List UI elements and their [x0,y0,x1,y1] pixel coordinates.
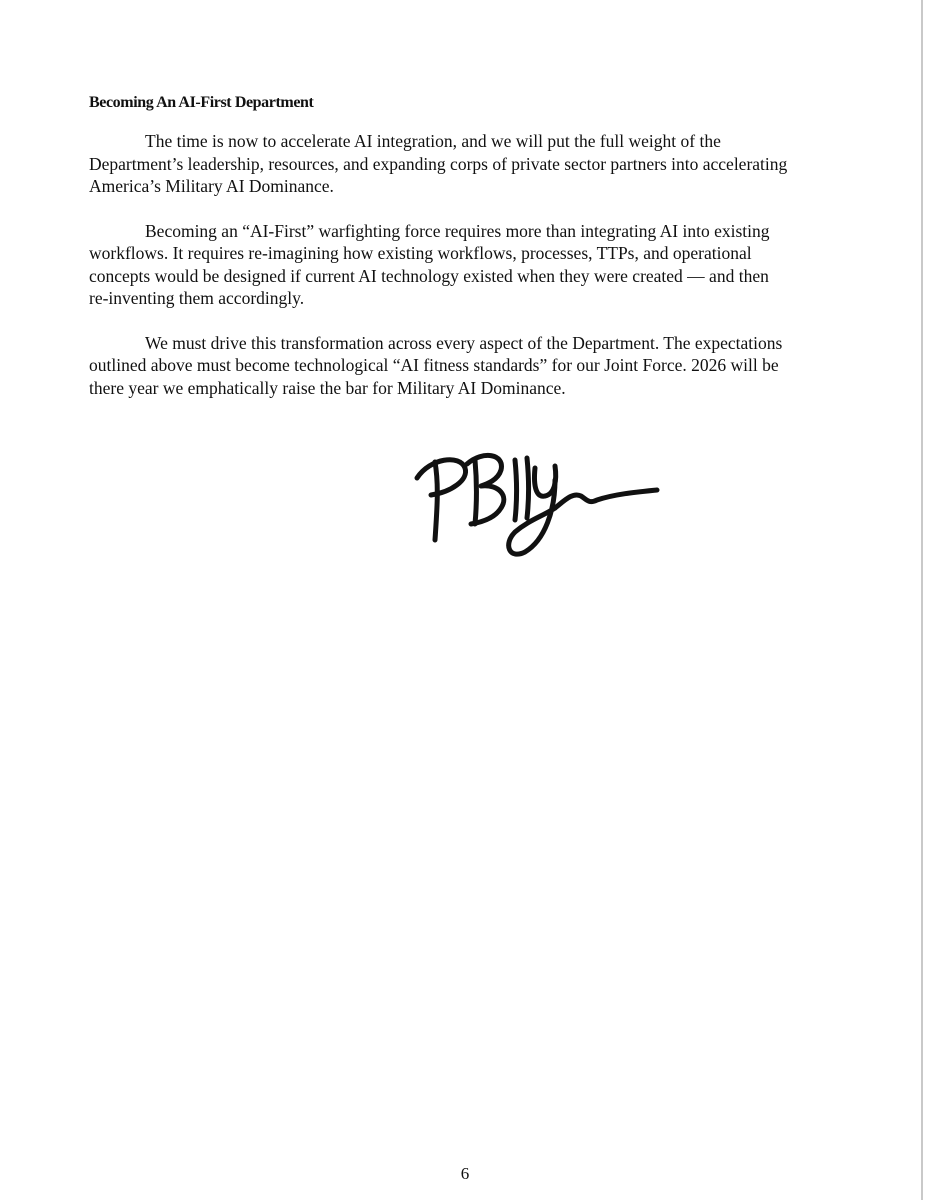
page-number: 6 [460,1164,470,1183]
paragraph-2: Becoming an “AI-First” warfighting force requires more than integrating AI into existing workflows. It requires re-imagining how existing workflows, processes, TTPs, and operational concepts would be designed if current AI technology existed when they were created — and then re-inventing them accordingly. [89,220,770,308]
page-edge-line [921,0,923,1200]
signature-icon [405,440,675,570]
paragraph-3: We must drive this transformation across every aspect of the Department. The expectations outlined above must become technological “AI fitness standards” for our Joint Force. 2026 will be there year we emphatically raise the bar for Military AI Dominance. [89,332,783,398]
section-heading: Becoming An AI-First Department [89,94,314,111]
paragraph-1: The time is now to accelerate AI integration, and we will put the full weight of the Department’s leadership, resources, and expanding corps of private sector partners into accelerating America’s Military AI Dominance. [89,131,788,196]
document-body [89,93,789,421]
signature [405,440,675,570]
